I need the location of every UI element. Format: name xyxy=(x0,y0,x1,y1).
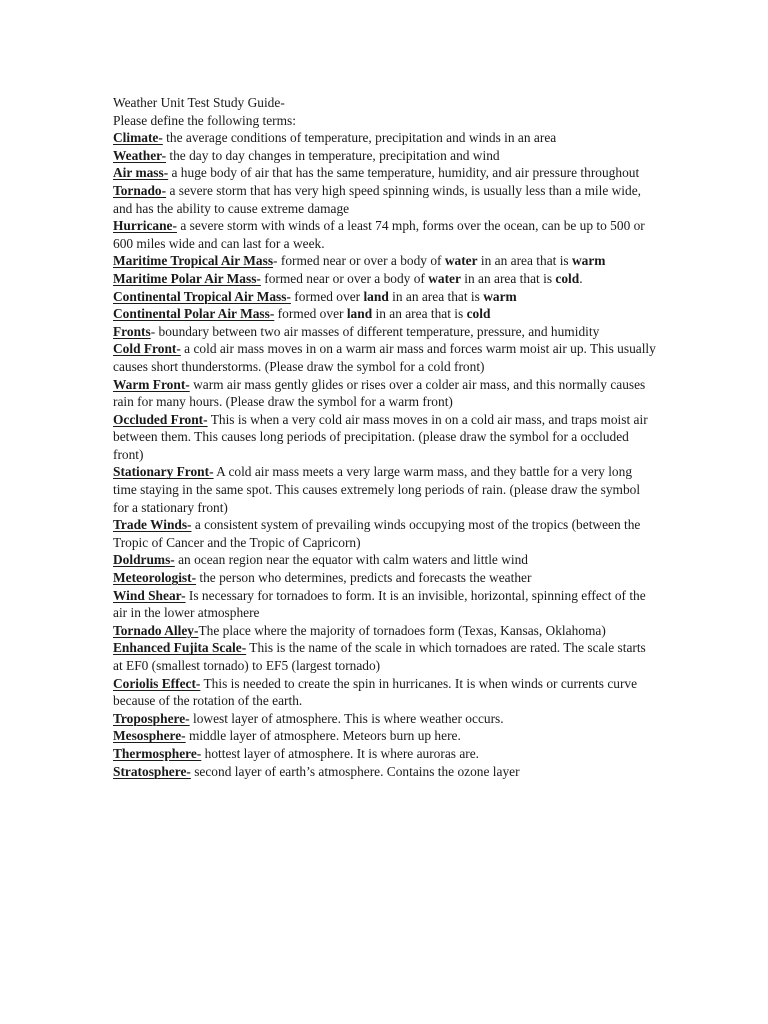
term-name: Continental Polar Air Mass- xyxy=(113,306,275,322)
term-definition: A cold air mass meets a very large warm mass, and they battle for a very long time staying in the same spot. This causes extremely long periods of rain. (please draw the symbol for a stationary front) xyxy=(113,464,641,515)
term-list xyxy=(113,129,658,780)
term-definition: a huge body of air that has the same temperature, humidity, and air pressure throughout xyxy=(168,165,640,181)
emphasized-word: cold xyxy=(466,306,491,322)
term-entry xyxy=(113,551,658,569)
term-definition: a cold air mass moves in on a warm air mass and forces warm moist air up. This usually causes short thunderstorms. (Please draw the symbol for a cold front) xyxy=(113,341,656,374)
term-name: Hurricane- xyxy=(113,218,177,234)
term-name: Enhanced Fujita Scale- xyxy=(113,640,247,656)
term-name: Coriolis Effect- xyxy=(113,675,201,691)
emphasized-word: water xyxy=(428,270,461,286)
term-entry xyxy=(113,727,658,745)
term-definition: in an area that is xyxy=(460,270,556,286)
document-title: Weather Unit Test Study Guide- xyxy=(113,95,285,110)
term-definition: warm air mass gently glides or rises over a colder air mass, and this normally causes rain for many hours. (Please draw the symbol for a warm front) xyxy=(113,376,646,410)
term-definition: in an area that is xyxy=(477,253,572,269)
term-definition: a severe storm with winds of a least 74 mph, forms over the ocean, can be up to 500 or 600 miles wide and can last for a week. xyxy=(113,218,645,251)
term-definition: This is the name of the scale in which tornadoes are rated. The scale starts at EF0 (smallest tornado) to EF5 (largest tornado) xyxy=(113,640,646,673)
study-guide-page xyxy=(113,94,658,780)
term-name: Stratosphere- xyxy=(113,763,191,779)
term-name: Meteorologist- xyxy=(113,570,197,586)
term-entry xyxy=(113,745,658,763)
term-name: Occluded Front- xyxy=(113,411,208,427)
term-definition: middle layer of atmosphere. Meteors burn up here. xyxy=(185,728,461,744)
term-definition: a consistent system of prevailing winds occupying most of the tropics (between the Tropic of Cancer and the Tropic of Capricorn) xyxy=(113,517,641,550)
term-entry xyxy=(113,340,658,375)
term-definition: second layer of earth’s atmosphere. Contains the ozone layer xyxy=(190,763,520,779)
term-entry xyxy=(113,147,658,165)
term-entry xyxy=(113,323,658,341)
term-definition: formed over xyxy=(290,288,364,304)
emphasized-word: warm xyxy=(572,253,606,269)
term-definition: a severe storm that has very high speed spinning winds, is usually less than a mile wide, and has the ability to cause extreme damage xyxy=(113,182,642,216)
term-definition: The place where the majority of tornadoes form (Texas, Kansas, Oklahoma) xyxy=(198,622,606,638)
term-entry xyxy=(113,182,658,217)
emphasized-word: cold xyxy=(555,270,580,286)
term-name: Wind Shear- xyxy=(113,587,186,603)
term-name: Trade Winds- xyxy=(113,517,192,533)
term-definition: . xyxy=(579,270,583,286)
term-entry xyxy=(113,411,658,464)
term-definition: the day to day changes in temperature, precipitation and wind xyxy=(166,147,500,163)
term-definition: an ocean region near the equator with calm waters and little wind xyxy=(174,552,528,568)
term-definition: formed near or over a body of xyxy=(260,270,429,286)
emphasized-word: land xyxy=(346,306,373,322)
term-name: Maritime Tropical Air Mass xyxy=(113,253,274,269)
term-entry xyxy=(113,305,658,323)
term-definition: Is necessary for tornadoes to form. It is an invisible, horizontal, spinning effect of the air in the lower atmosphere xyxy=(113,587,646,621)
term-definition: the average conditions of temperature, precipitation and winds in an area xyxy=(162,130,557,146)
instructions: Please define the following terms: xyxy=(113,112,296,128)
term-definition: This is needed to create the spin in hurricanes. It is when winds or currents curve because of the rotation of the earth. xyxy=(113,675,638,709)
term-entry xyxy=(113,763,658,781)
term-definition: lowest layer of atmosphere. This is where weather occurs. xyxy=(189,710,504,726)
term-definition: the person who determines, predicts and forecasts the weather xyxy=(196,570,532,586)
term-name: Doldrums- xyxy=(113,552,175,568)
emphasized-word: water xyxy=(444,253,478,269)
term-entry xyxy=(113,252,658,270)
term-name: Tornado Alley- xyxy=(113,622,199,638)
term-definition: - boundary between two air masses of different temperature, pressure, and humidity xyxy=(150,323,600,339)
term-definition: formed over xyxy=(274,306,347,322)
term-definition: hottest layer of atmosphere. It is where auroras are. xyxy=(201,745,480,761)
term-name: Weather- xyxy=(113,147,167,163)
term-entry xyxy=(113,376,658,411)
term-entry xyxy=(113,710,658,728)
term-name: Maritime Polar Air Mass- xyxy=(113,270,261,286)
emphasized-word: land xyxy=(363,288,389,304)
term-name: Thermosphere- xyxy=(113,745,202,761)
term-definition: in an area that is xyxy=(372,306,467,322)
term-entry xyxy=(113,639,658,674)
term-entry xyxy=(113,217,658,252)
term-entry xyxy=(113,587,658,622)
term-entry xyxy=(113,516,658,551)
term-name: Stationary Front- xyxy=(113,464,214,480)
term-definition: in an area that is xyxy=(388,288,484,304)
term-entry xyxy=(113,129,658,147)
term-name: Tornado- xyxy=(113,182,167,198)
emphasized-word: warm xyxy=(483,288,517,304)
term-name: Warm Front- xyxy=(113,376,190,392)
term-name: Fronts xyxy=(113,323,151,339)
term-name: Cold Front- xyxy=(113,341,181,357)
term-entry xyxy=(113,622,658,640)
term-entry xyxy=(113,675,658,710)
term-entry xyxy=(113,463,658,516)
term-entry xyxy=(113,569,658,587)
term-name: Climate- xyxy=(113,130,163,146)
term-entry xyxy=(113,288,658,306)
term-definition: This is when a very cold air mass moves in on a cold air mass, and traps moist air between them. This causes long periods of precipitation. (please draw the symbol for a occluded front) xyxy=(113,411,648,462)
term-entry xyxy=(113,164,658,182)
term-name: Air mass- xyxy=(113,165,169,181)
term-name: Mesosphere- xyxy=(113,728,186,744)
term-entry xyxy=(113,270,658,288)
term-name: Troposphere- xyxy=(113,710,190,726)
term-name: Continental Tropical Air Mass- xyxy=(113,288,291,304)
term-definition: - formed near or over a body of xyxy=(273,253,445,269)
